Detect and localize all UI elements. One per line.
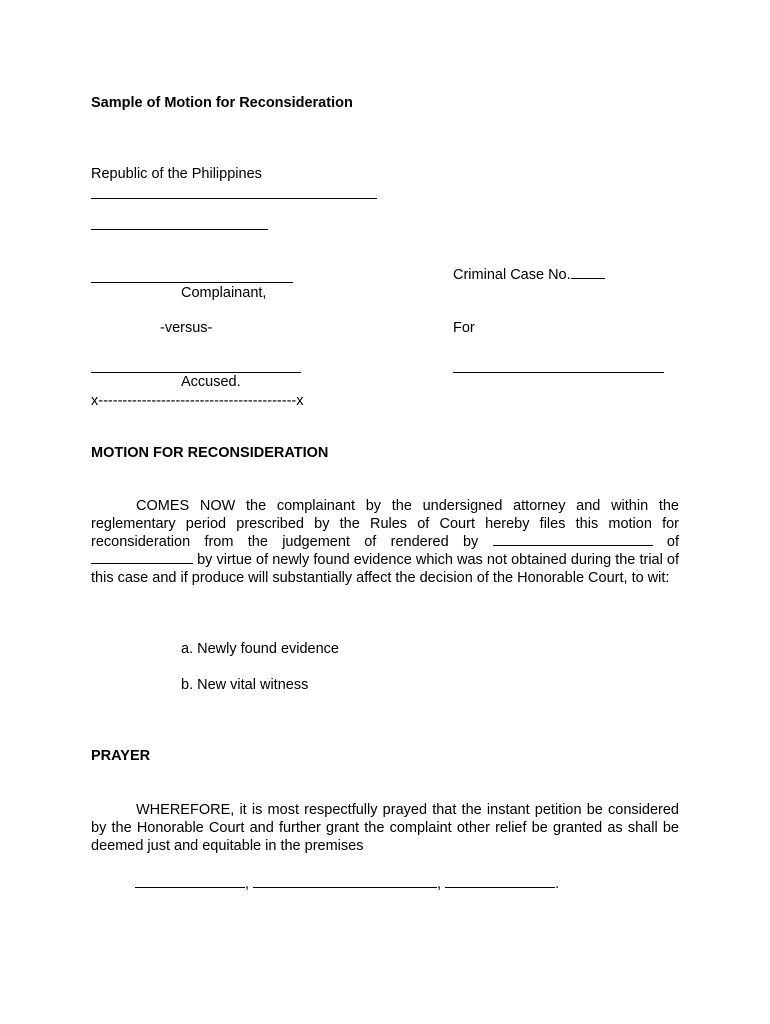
- year-blank[interactable]: [445, 874, 555, 888]
- court-branch-blank[interactable]: [91, 229, 268, 230]
- document-title: Sample of Motion for Reconsideration: [91, 95, 353, 111]
- court-judge-blank[interactable]: [91, 551, 193, 564]
- accused-label: Accused.: [181, 374, 241, 390]
- judgement-date-blank[interactable]: [493, 533, 653, 546]
- motion-body-paragraph: [91, 497, 679, 587]
- versus-label: -versus-: [160, 320, 213, 336]
- complainant-label: Complainant,: [181, 285, 267, 301]
- prayer-heading: PRAYER: [91, 748, 151, 764]
- place-date-line: [135, 874, 559, 893]
- ground-item-b: b. New vital witness: [181, 677, 309, 693]
- ground-item-a: a. Newly found evidence: [181, 641, 339, 657]
- prayer-paragraph: WHEREFORE, it is most respectfully prayed that the instant petition be considered by the Honorable Court and further grant the complaint other relief be granted as shall be deemed just and equitable in the premises: [91, 802, 679, 854]
- republic-heading: Republic of the Philippines: [91, 166, 262, 182]
- case-number-label-text: Criminal Case No.: [453, 267, 571, 283]
- case-number-label: [453, 266, 605, 284]
- place-blank[interactable]: [135, 874, 245, 888]
- for-label: For: [453, 320, 475, 336]
- caption-separator: x-----------------------------------------x: [91, 393, 304, 409]
- place-date-comma-1: ,: [245, 876, 250, 892]
- motion-heading: MOTION FOR RECONSIDERATION: [91, 445, 329, 461]
- motion-body-part3: by virtue of newly found evidence which was not obtained during the trial of this case and if produce will substantially affect the decision of the Honorable Court, to wit:: [91, 552, 679, 586]
- offense-blank[interactable]: [453, 372, 664, 373]
- case-number-blank[interactable]: [571, 266, 605, 279]
- complainant-name-blank[interactable]: [91, 282, 293, 283]
- date-blank[interactable]: [253, 874, 437, 888]
- motion-body-part2: of: [666, 534, 680, 550]
- place-date-period: .: [555, 876, 560, 892]
- motion-body-part1: COMES NOW the complainant by the undersigned attorney and within the reglementary period prescribed by the Rules of Court hereby files this motion for reconsideration from the judgement of rendered by: [91, 498, 679, 550]
- place-date-comma-2: ,: [437, 876, 442, 892]
- court-name-blank[interactable]: [91, 198, 377, 199]
